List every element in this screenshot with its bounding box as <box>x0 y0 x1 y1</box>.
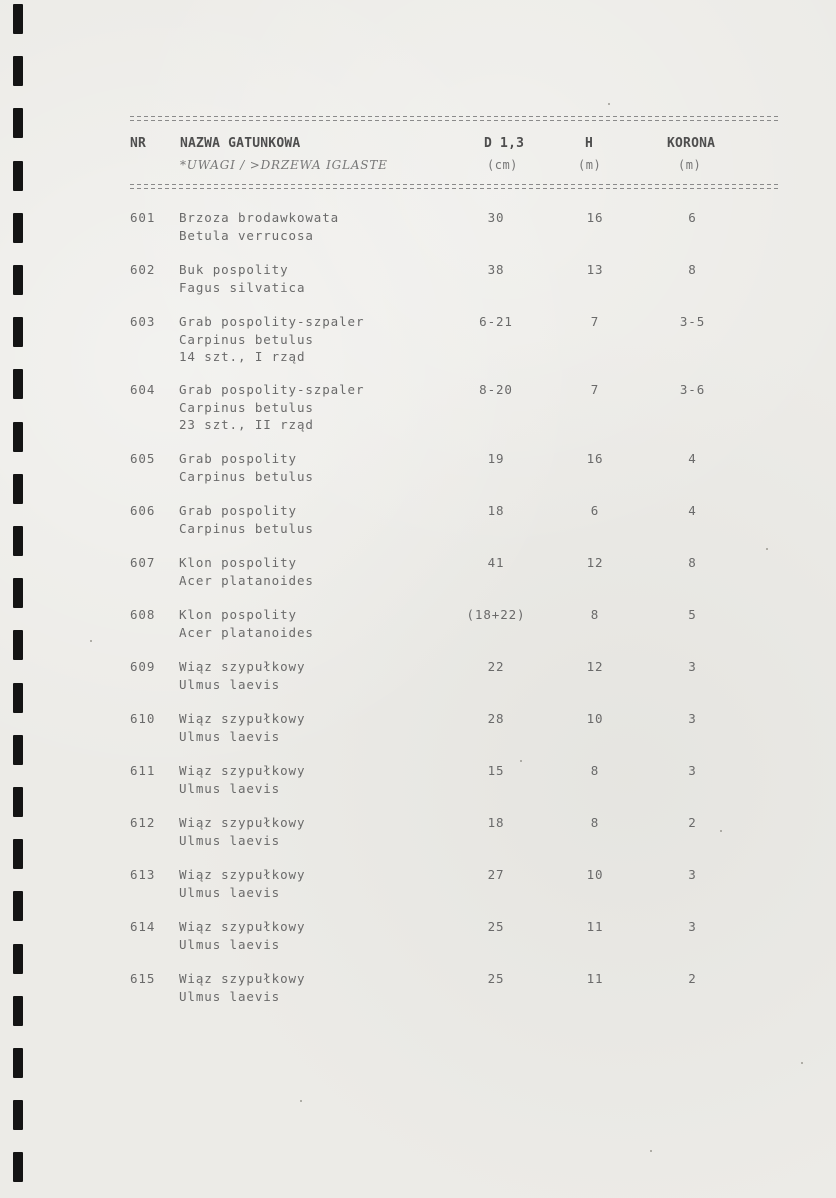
tree-height: 16 <box>586 210 604 225</box>
tree-number: 605 <box>130 451 156 466</box>
crown-width: 3 <box>688 919 697 934</box>
header-crown: KORONA <box>667 136 716 151</box>
species-name <box>179 918 305 953</box>
paper-speck <box>720 830 722 832</box>
species-latin-name: Ulmus laevis <box>179 728 281 744</box>
header-height-unit: (m) <box>578 158 602 172</box>
tree-number: 615 <box>130 971 156 986</box>
trunk-diameter: 18 <box>487 815 505 830</box>
species-common-name: Wiąz szypułkowy <box>179 763 306 778</box>
paper-speck <box>520 760 522 762</box>
trunk-diameter: 30 <box>487 210 505 225</box>
crown-width: 3 <box>688 763 697 778</box>
tree-number: 611 <box>130 763 156 778</box>
crown-width: 3 <box>688 867 697 882</box>
species-common-name: Wiąz szypułkowy <box>179 971 306 986</box>
species-latin-name: Carpinus betulus <box>179 520 314 536</box>
header-height: H <box>585 136 594 151</box>
species-latin-name: Carpinus betulus <box>179 399 314 415</box>
species-name <box>179 970 305 1005</box>
tree-number: 607 <box>130 555 156 570</box>
tree-height: 12 <box>586 659 604 674</box>
trunk-diameter: 19 <box>487 451 505 466</box>
crown-width: 3-6 <box>679 382 706 397</box>
tree-height: 8 <box>590 763 600 778</box>
species-latin-name: Ulmus laevis <box>179 832 281 848</box>
tree-height: 8 <box>590 607 600 622</box>
tree-number: 614 <box>130 919 156 934</box>
tree-height: 11 <box>586 919 604 934</box>
paper-speck <box>650 1150 652 1152</box>
tree-number: 608 <box>130 607 156 622</box>
species-name <box>179 866 305 901</box>
tree-number: 602 <box>130 262 156 277</box>
tree-number: 604 <box>130 382 156 397</box>
species-name <box>179 381 364 434</box>
species-latin-name: Betula verrucosa <box>179 227 314 243</box>
species-common-name: Grab pospolity-szpaler <box>179 382 365 397</box>
top-separator <box>130 116 780 122</box>
crown-width: 2 <box>688 971 697 986</box>
crown-width: 8 <box>688 262 697 277</box>
tree-height: 7 <box>590 382 600 397</box>
tree-height: 8 <box>590 815 600 830</box>
tree-number: 606 <box>130 503 156 518</box>
species-latin-name: Ulmus laevis <box>179 936 281 952</box>
paper-speck <box>801 1062 803 1064</box>
species-common-name: Wiąz szypułkowy <box>179 659 306 674</box>
trunk-diameter: 8-20 <box>479 382 513 397</box>
species-name <box>179 762 305 797</box>
species-latin-name: Fagus silvatica <box>179 279 306 295</box>
trunk-diameter: 41 <box>487 555 505 570</box>
species-common-name: Grab pospolity-szpaler <box>179 314 365 329</box>
tree-height: 10 <box>586 711 604 726</box>
species-name <box>179 658 305 693</box>
crown-width: 5 <box>688 607 697 622</box>
header-notes: *UWAGI / >DRZEWA IGLASTE <box>180 158 388 172</box>
species-latin-name: Acer platanoides <box>179 572 314 588</box>
species-name <box>179 450 314 485</box>
tree-height: 10 <box>586 867 604 882</box>
species-name <box>179 814 305 849</box>
tree-number: 609 <box>130 659 156 674</box>
crown-width: 3-5 <box>679 314 706 329</box>
species-common-name: Klon pospolity <box>179 555 297 570</box>
crown-width: 6 <box>688 210 697 225</box>
paper-speck <box>608 103 610 105</box>
species-latin-name: Ulmus laevis <box>179 884 281 900</box>
species-common-name: Buk pospolity <box>179 262 289 277</box>
species-name <box>179 502 314 537</box>
species-latin-name: Ulmus laevis <box>179 988 281 1004</box>
species-name <box>179 261 305 296</box>
trunk-diameter: 6-21 <box>479 314 513 329</box>
species-common-name: Wiąz szypułkowy <box>179 815 306 830</box>
species-latin-name: Carpinus betulus <box>179 468 314 484</box>
crown-width: 4 <box>688 451 697 466</box>
species-common-name: Wiąz szypułkowy <box>179 919 306 934</box>
tree-height: 6 <box>590 503 600 518</box>
species-common-name: Grab pospolity <box>179 503 297 518</box>
species-name <box>179 710 305 745</box>
species-latin-name: Acer platanoides <box>179 624 314 640</box>
header-crown-unit: (m) <box>678 158 702 172</box>
crown-width: 8 <box>688 555 697 570</box>
trunk-diameter: 15 <box>487 763 505 778</box>
tree-number: 612 <box>130 815 156 830</box>
trunk-diameter: 28 <box>487 711 505 726</box>
paper-speck <box>766 548 768 550</box>
species-latin-name: Ulmus laevis <box>179 780 281 796</box>
species-common-name: Wiąz szypułkowy <box>179 711 306 726</box>
tree-height: 12 <box>586 555 604 570</box>
trunk-diameter: 38 <box>487 262 505 277</box>
paper-speck <box>300 1100 302 1102</box>
species-note: 23 szt., II rząd <box>179 417 314 432</box>
species-common-name: Grab pospolity <box>179 451 297 466</box>
paper-speck <box>90 640 92 642</box>
species-name <box>179 606 314 641</box>
tree-number: 601 <box>130 210 156 225</box>
trunk-diameter: 18 <box>487 503 505 518</box>
header-separator <box>130 184 780 190</box>
species-note: 14 szt., I rząd <box>179 349 306 364</box>
species-name <box>179 313 364 366</box>
tree-height: 13 <box>586 262 604 277</box>
tree-number: 613 <box>130 867 156 882</box>
species-common-name: Klon pospolity <box>179 607 297 622</box>
crown-width: 3 <box>688 711 697 726</box>
trunk-diameter: 25 <box>487 919 505 934</box>
tree-height: 16 <box>586 451 604 466</box>
species-latin-name: Carpinus betulus <box>179 331 314 347</box>
species-name <box>179 554 314 589</box>
header-diameter-unit: (cm) <box>487 158 518 172</box>
trunk-diameter: 22 <box>487 659 505 674</box>
trunk-diameter: 27 <box>487 867 505 882</box>
tree-height: 7 <box>590 314 600 329</box>
tree-number: 603 <box>130 314 156 329</box>
species-latin-name: Ulmus laevis <box>179 676 281 692</box>
header-species-name: NAZWA GATUNKOWA <box>180 136 301 151</box>
crown-width: 4 <box>688 503 697 518</box>
tree-number: 610 <box>130 711 156 726</box>
species-common-name: Wiąz szypułkowy <box>179 867 306 882</box>
tree-height: 11 <box>586 971 604 986</box>
species-common-name: Brzoza brodawkowata <box>179 210 340 225</box>
header-nr: NR <box>130 136 147 151</box>
crown-width: 2 <box>688 815 697 830</box>
trunk-diameter: 25 <box>487 971 505 986</box>
species-name <box>179 209 339 244</box>
trunk-diameter: (18+22) <box>466 607 526 622</box>
header-diameter: D 1,3 <box>484 136 525 151</box>
crown-width: 3 <box>688 659 697 674</box>
